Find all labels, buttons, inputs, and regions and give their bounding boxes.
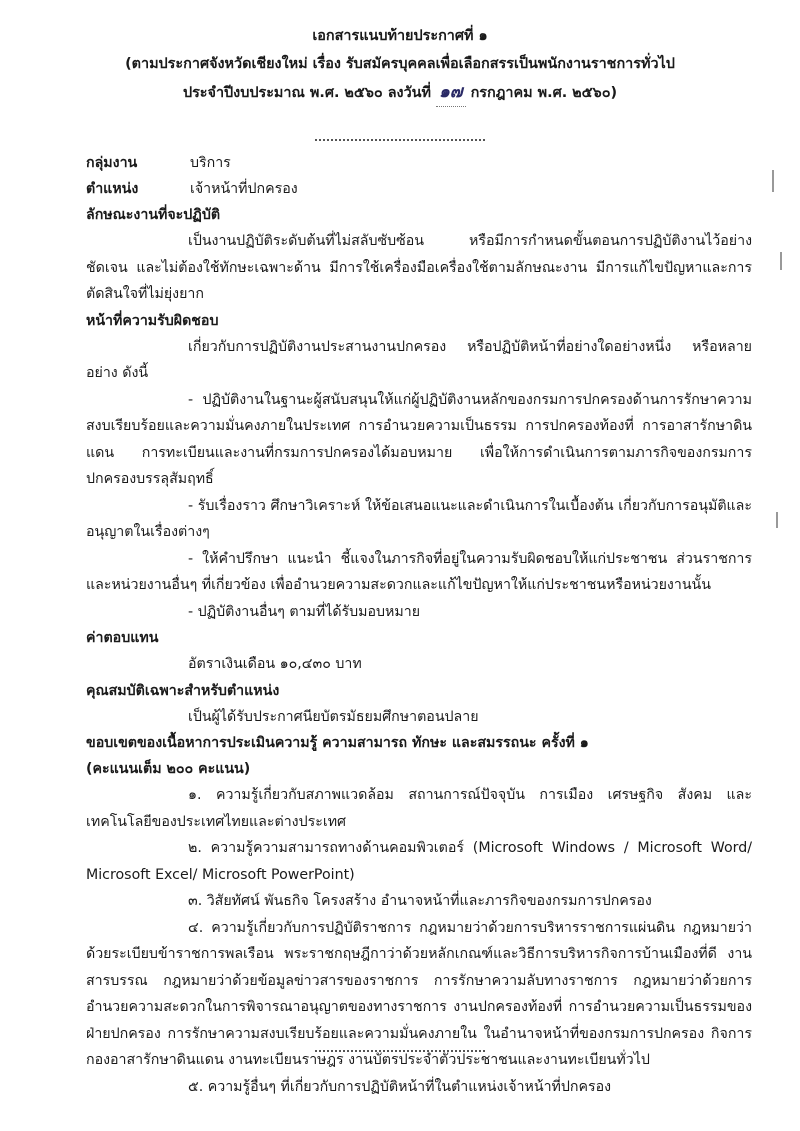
group-value: บริการ xyxy=(190,155,231,171)
qualification-heading: คุณสมบัติเฉพาะสำหรับตำแหน่ง xyxy=(86,682,280,699)
header-announcement: (ตามประกาศจังหวัดเชียงใหม่ เรื่อง รับสมัครบุคคลเพื่อเลือกสรรเป็นพนักงานราชการทั่วไป xyxy=(125,56,675,72)
scope-item: ๒. ความรู้ความสามารถทางด้านคอมพิวเตอร์ (Microsoft Windows / Microsoft Word/ Microsoft Excel/ Microsoft PowerPoint) xyxy=(86,840,752,883)
scope-item: ๕. ความรู้อื่นๆ ที่เกี่ยวกับการปฏิบัติหน้าที่ในตำแหน่งเจ้าหน้าที่ปกครอง xyxy=(188,1078,612,1095)
position-row xyxy=(86,176,752,202)
duty-item: - ปฏิบัติงานในฐานะผู้สนับสนุนให้แก่ผู้ปฏิบัติงานหลักของกรมการปกครองด้านการรักษาความสงบเรียบร้อยและความมั่นคงภายในประเทศ การอำนวยความเป็นธรรม การปกครองท้องที่ การอาสารักษาดินแดน การทะเบียนและงานที่กรมการปกครองได้มอบหมาย เพื่อให้การดำเนินการตามภารกิจของกรมการปกครองบรรลุสัมฤทธิ์ xyxy=(86,391,752,487)
duties-heading: หน้าที่ความรับผิดชอบ xyxy=(86,312,219,329)
scope-item: ๔. ความรู้เกี่ยวกับการปฏิบัติราชการ กฎหมายว่าด้วยการบริหารราชการแผ่นดิน กฎหมายว่าด้วยระเบียบข้าราชการพลเรือน พระราชกฤษฎีกาว่าด้วยหลักเกณฑ์และวิธีการบริหารกิจการบ้านเมืองที่ดี งานสารบรรณ กฎหมายว่าด้วยข้อมูลข่าวสารของราชการ การรักษาความลับทางราชการ กฎหมายว่าด้วยการอำนวยความสะดวกในการพิจารณาอนุญาตของทางราชการ งานปกครองท้องที่ การอำนวยความเป็นธรรมของฝ่ายปกครอง การรักษาความสงบเรียบร้อยและความมั่นคงภายใน ในอำนาจหน้าที่ของกรมการปกครอง กิจการกองอาสารักษาดินแดน งานทะเบียนราษฎร งานบัตรประจำตัวประชาชนและงานทะเบียนทั่วไป xyxy=(86,919,752,1068)
footer-divider xyxy=(315,1050,485,1052)
group-label: กลุ่มงาน xyxy=(86,155,138,171)
header-date-suffix: กรกฎาคม พ.ศ. ๒๕๖๐) xyxy=(470,85,618,101)
position-value: เจ้าหน้าที่ปกครอง xyxy=(190,181,298,197)
duties-intro: เกี่ยวกับการปฏิบัติงานประสานงานปกครอง หรือปฏิบัติหน้าที่อย่างใดอย่างหนึ่ง หรือหลาย อย่าง ดังนี้ xyxy=(86,338,752,381)
scan-mark xyxy=(776,512,778,528)
duty-item: - ให้คำปรึกษา แนะนำ ชี้แจงในภารกิจที่อยู่ในความรับผิดชอบให้แก่ประชาชน ส่วนราชการและหน่วยงานอื่นๆ ที่เกี่ยวข้อง เพื่ออำนวยความสะดวกและแก้ไขปัญหาให้แก่ประชาชนหรือหน่วยงานนั้น xyxy=(86,550,752,593)
header-date-line xyxy=(0,78,800,107)
scan-mark xyxy=(780,252,782,270)
nature-text: เป็นงานปฏิบัติระดับต้นที่ไม่สลับซับซ้อน หรือมีการกำหนดขั้นตอนการปฏิบัติงานไว้อย่างชัดเจน และไม่ต้องใช้ทักษะเฉพาะด้าน มีการใช้เครื่องมือเครื่องใช้ตามลักษณะงาน มีการแก้ไขปัญหาและการตัดสินใจที่ไม่ยุ่งยาก xyxy=(86,233,752,302)
pay-text: อัตราเงินเดือน ๑๐,๔๓๐ บาท xyxy=(188,656,362,672)
nature-heading: ลักษณะงานที่จะปฏิบัติ xyxy=(86,207,221,223)
scope-item: ๓. วิสัยทัศน์ พันธกิจ โครงสร้าง อำนาจหน้าที่และภารกิจของกรมการปกครอง xyxy=(188,893,652,909)
position-label: ตำแหน่ง xyxy=(86,181,139,197)
duty-item: - ปฏิบัติงานอื่นๆ ตามที่ได้รับมอบหมาย xyxy=(188,603,421,620)
header-title: เอกสารแนบท้ายประกาศที่ ๑ xyxy=(312,28,488,44)
duty-item: - รับเรื่องราว ศึกษาวิเคราะห์ ให้ข้อเสนอแนะและดำเนินการในเบื้องต้น เกี่ยวกับการอนุมัติและอนุญาตในเรื่องต่างๆ xyxy=(86,497,752,540)
group-row xyxy=(86,150,752,176)
document-header xyxy=(0,22,800,107)
scope-item: ๑. ความรู้เกี่ยวกับสภาพแวดล้อม สถานการณ์ปัจจุบัน การเมือง เศรษฐกิจ สังคม และเทคโนโลยีของประเทศไทยและต่างประเทศ xyxy=(86,787,752,830)
scope-heading: ขอบเขตของเนื้อหาการประเมินความรู้ ความสามารถ ทักษะ และสมรรถนะ ครั้งที่ ๑ xyxy=(86,735,589,751)
header-divider xyxy=(315,139,485,141)
document-body xyxy=(86,150,752,1100)
header-date-prefix: ประจำปีงบประมาณ พ.ศ. ๒๕๖๐ ลงวันที่ xyxy=(182,85,431,101)
pay-heading: ค่าตอบแทน xyxy=(86,630,159,646)
scan-mark xyxy=(772,170,774,192)
scope-score: (คะแนนเต็ม ๒๐๐ คะแนน) xyxy=(86,761,251,777)
qualification-text: เป็นผู้ได้รับประกาศนียบัตรมัธยมศึกษาตอนปลาย xyxy=(188,708,479,725)
handwritten-day: ๑๗ xyxy=(436,78,466,107)
